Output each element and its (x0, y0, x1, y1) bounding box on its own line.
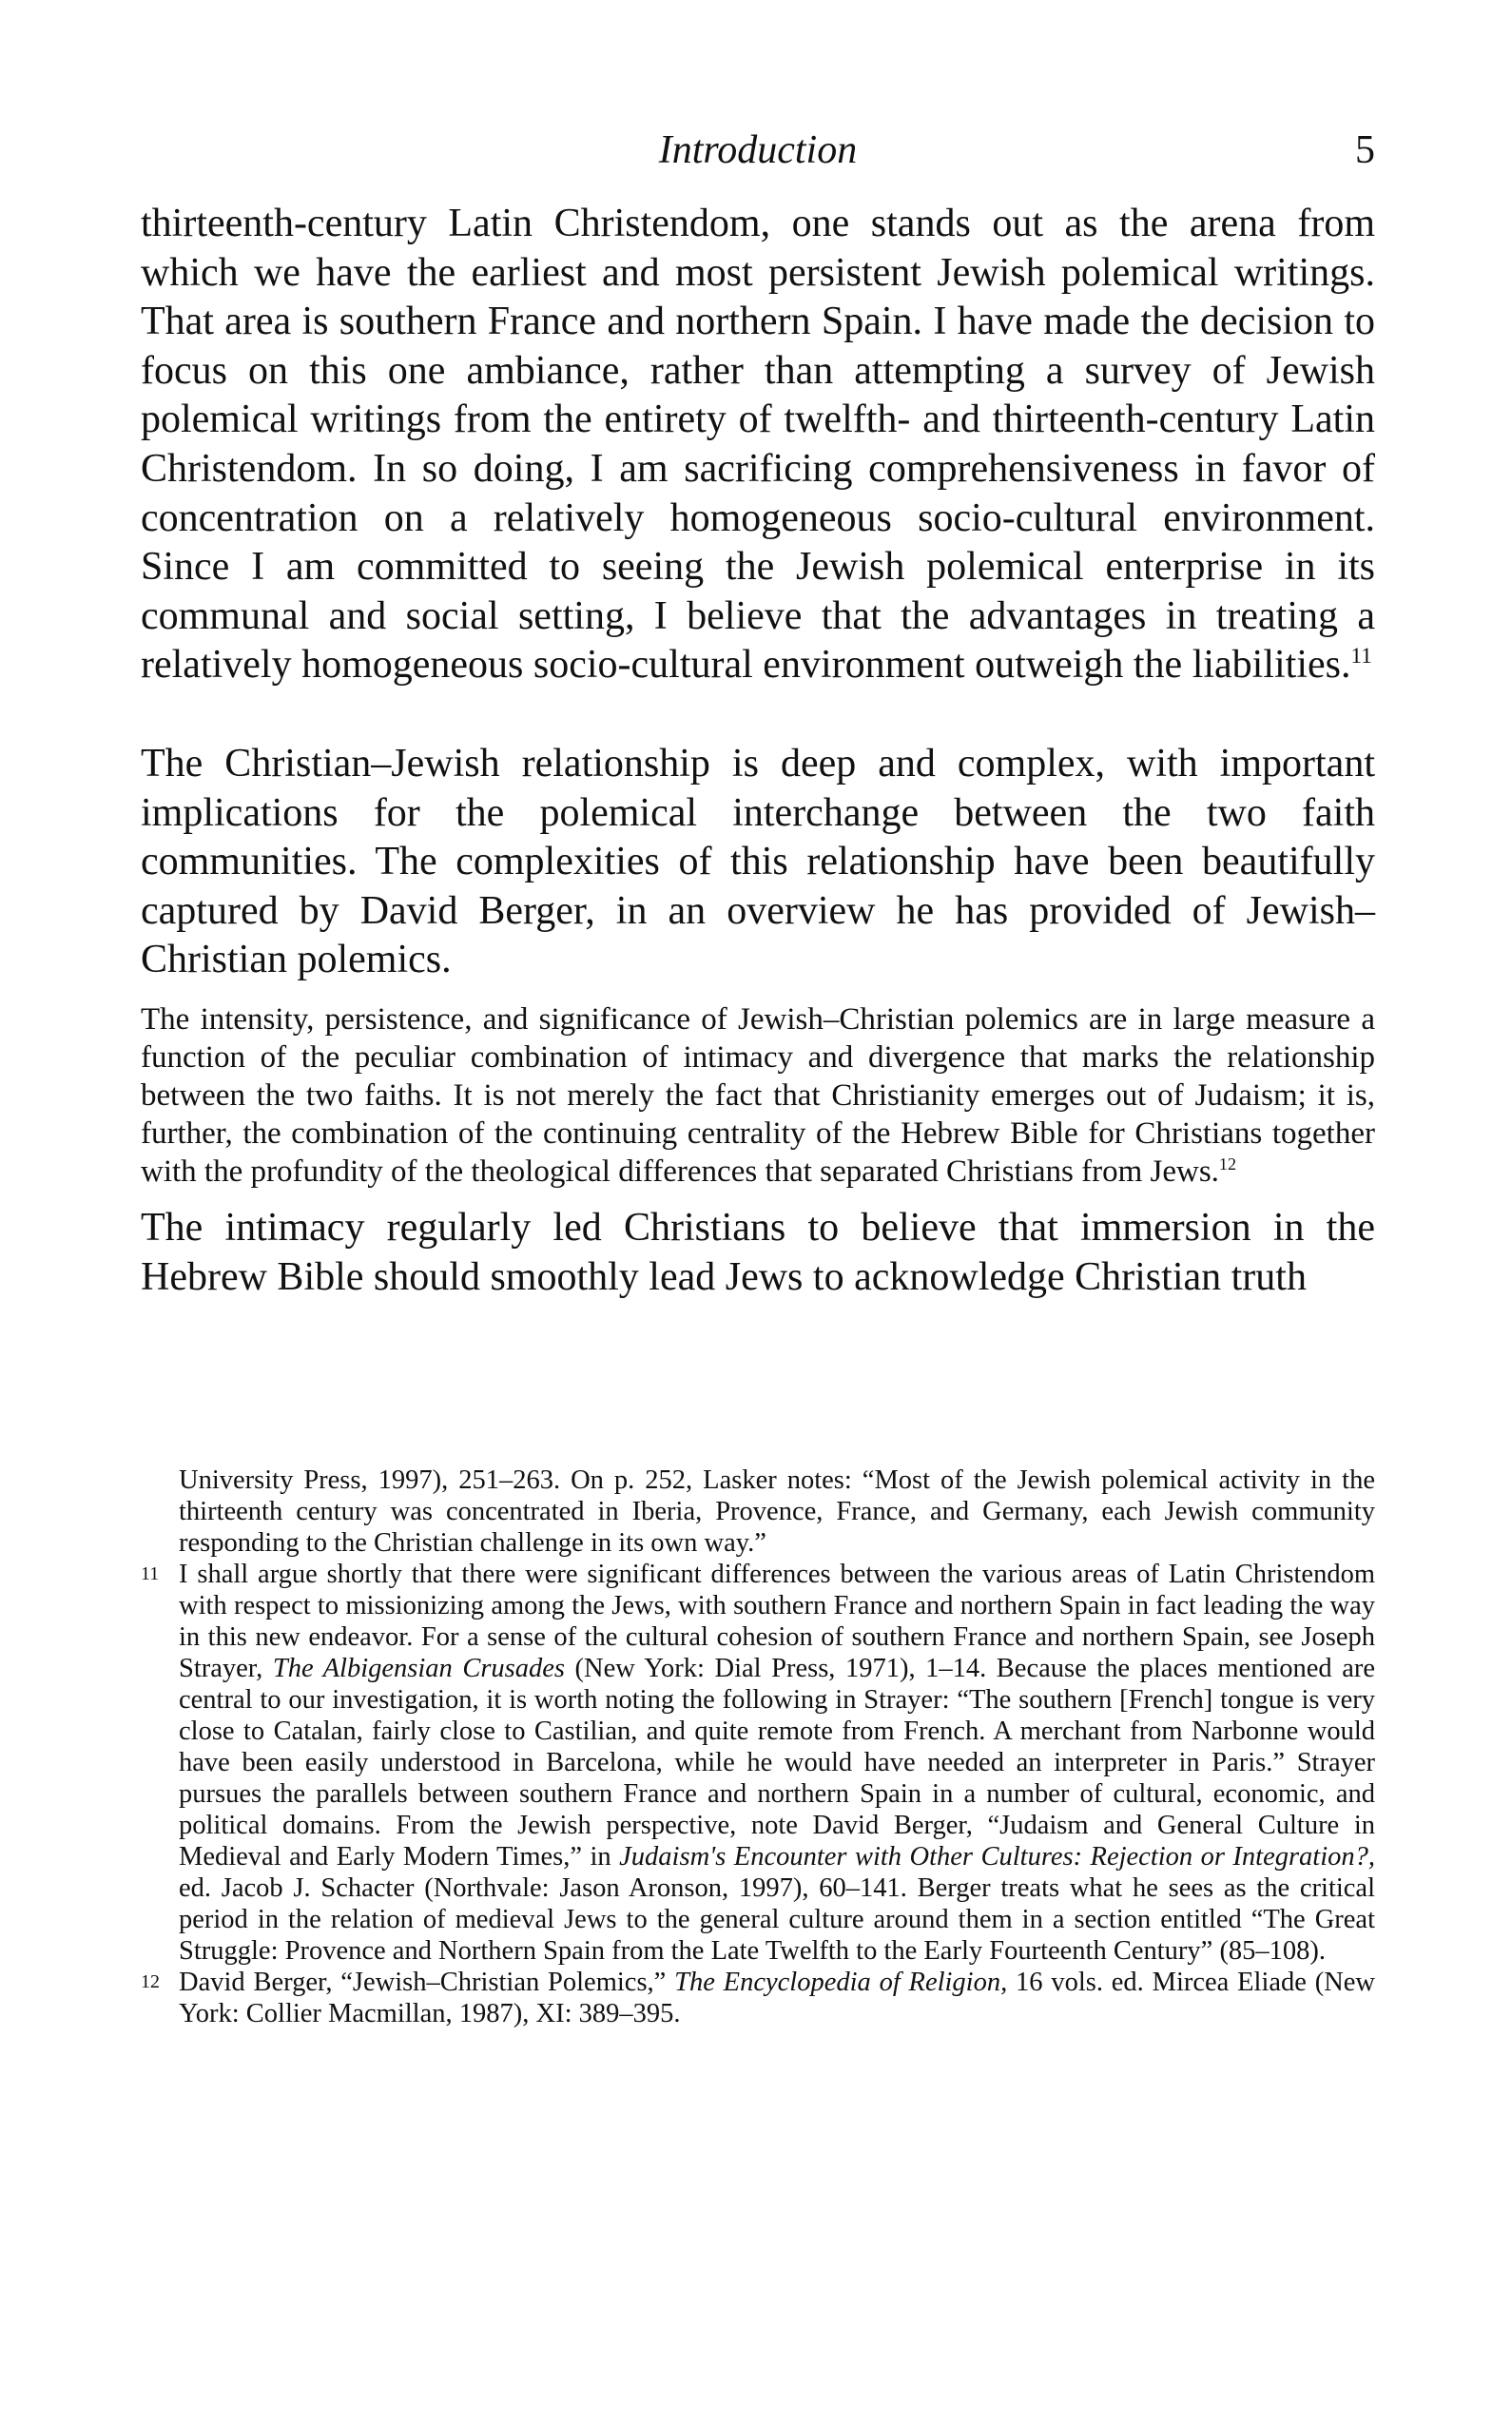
running-head: Introduction (658, 128, 858, 172)
block-quote (141, 1000, 1375, 1191)
footnote-12-title: The Encyclopedia of Religion, (674, 1968, 1008, 1997)
main-text (141, 200, 1375, 1302)
footnote-11-text-a: I shall argue shortly that there were significant differences between the various areas of Latin Christendom with respect to missionizing among the Jews, with southern France and northern Spain in fact leading the way in this new endeavor. For a sense of the cultural cohesion of southern France and northern Spain, see Joseph Strayer, (179, 1560, 1375, 1683)
footnote-ref-11: 11 (1350, 643, 1372, 669)
footnotes (141, 1465, 1375, 2029)
paragraph-1-text: thirteenth-century Latin Christendom, one stands out as the arena from which we have the earliest and most persistent Jewish polemical writings. That area is southern France and northern Spain. I have made the decision to focus on this one ambiance, rather than attempting a survey of Jewish polemical writings from the entirety of twelfth- and thirteenth-century Latin Christendom. In so doing, I am sacrificing comprehensiveness in favor of concentration on a relatively homogeneous socio-cultural environment. Since I am committed to seeing the Jewish polemical enterprise in its communal and social setting, I believe that the advantages in treating a relatively homogeneous socio-cultural environment outweigh the liabilities. (141, 202, 1375, 688)
footnote-11-title-2: Judaism's Encounter with Other Cultures: Rejection or Integration?, (619, 1842, 1376, 1872)
footnote-12-text-a: David Berger, “Jewish–Christian Polemics,” (179, 1968, 667, 1997)
footnote-11-number: 11 (141, 1563, 160, 1584)
footnote-12-number: 12 (141, 1971, 160, 1992)
paragraph-2: The Christian–Jewish relationship is deep and complex, with important implications for the polemical interchange between the two faith communities. The complexities of this relationship have been beautifully captured by David Berger, in an overview he has provided of Jewish–Christian polemics. (141, 741, 1375, 982)
footnote-12-text-b: 16 vols. ed. Mircea Eliade (New York: Collier Macmillan, 1987), XI: 389–395. (179, 1968, 1376, 2028)
paragraph-1 (141, 200, 1375, 690)
footnote-11 (141, 1559, 1375, 1967)
block-quote-text: The intensity, persistence, and significance of Jewish–Christian polemics are in large measure a function of the peculiar combination of intimacy and divergence that marks the relationship between the two faiths. It is not merely the fact that Christianity emerges out of Judaism; it is, further, the combination of the continuing centrality of the Hebrew Bible for Christians together with the profundity of the theological differences that separated Christians from Jews. (141, 1001, 1375, 1189)
footnote-ref-12: 12 (1218, 1154, 1237, 1174)
page-number: 5 (1355, 128, 1375, 172)
paragraph-3: The intimacy regularly led Christians to believe that immersion in the Hebrew Bible should smoothly lead Jews to acknowledge Christian truth (141, 1205, 1375, 1299)
footnote-12 (141, 1967, 1375, 2029)
page-header (141, 122, 1375, 179)
footnote-11-title-1: The Albigensian Crusades (272, 1654, 565, 1683)
footnote-continuation: University Press, 1997), 251–263. On p. 252, Lasker notes: “Most of the Jewish polemical activity in the thirteenth century was concentrated in Iberia, Provence, France, and Germany, each Jewish community responding to the Christian challenge in its own way.” (179, 1465, 1375, 1558)
footnote-11-text-b: (New York: Dial Press, 1971), 1–14. Because the places mentioned are central to our investigation, it is worth noting the following in Strayer: “The southern [French] tongue is very close to Catalan, fairly close to Castilian, and quite remote from French. A merchant from Narbonne would have been easily understood in Barcelona, while he would have needed an interpreter in Paris.” Strayer pursues the parallels between southern France and northern Spain in a number of cultural, economic, and political domains. From the Jewish perspective, note David Berger, “Judaism and General Culture in Medieval and Early Modern Times,” in (179, 1654, 1376, 1872)
footnote-11-text-c: ed. Jacob J. Schacter (Northvale: Jason Aronson, 1997), 60–141. Berger treats what he sees as the critical period in the relation of medieval Jews to the general culture around them in a section entitled “The Great Struggle: Provence and Northern Spain from the Late Twelfth to the Early Fourteenth Century” (85–108). (179, 1873, 1375, 1966)
